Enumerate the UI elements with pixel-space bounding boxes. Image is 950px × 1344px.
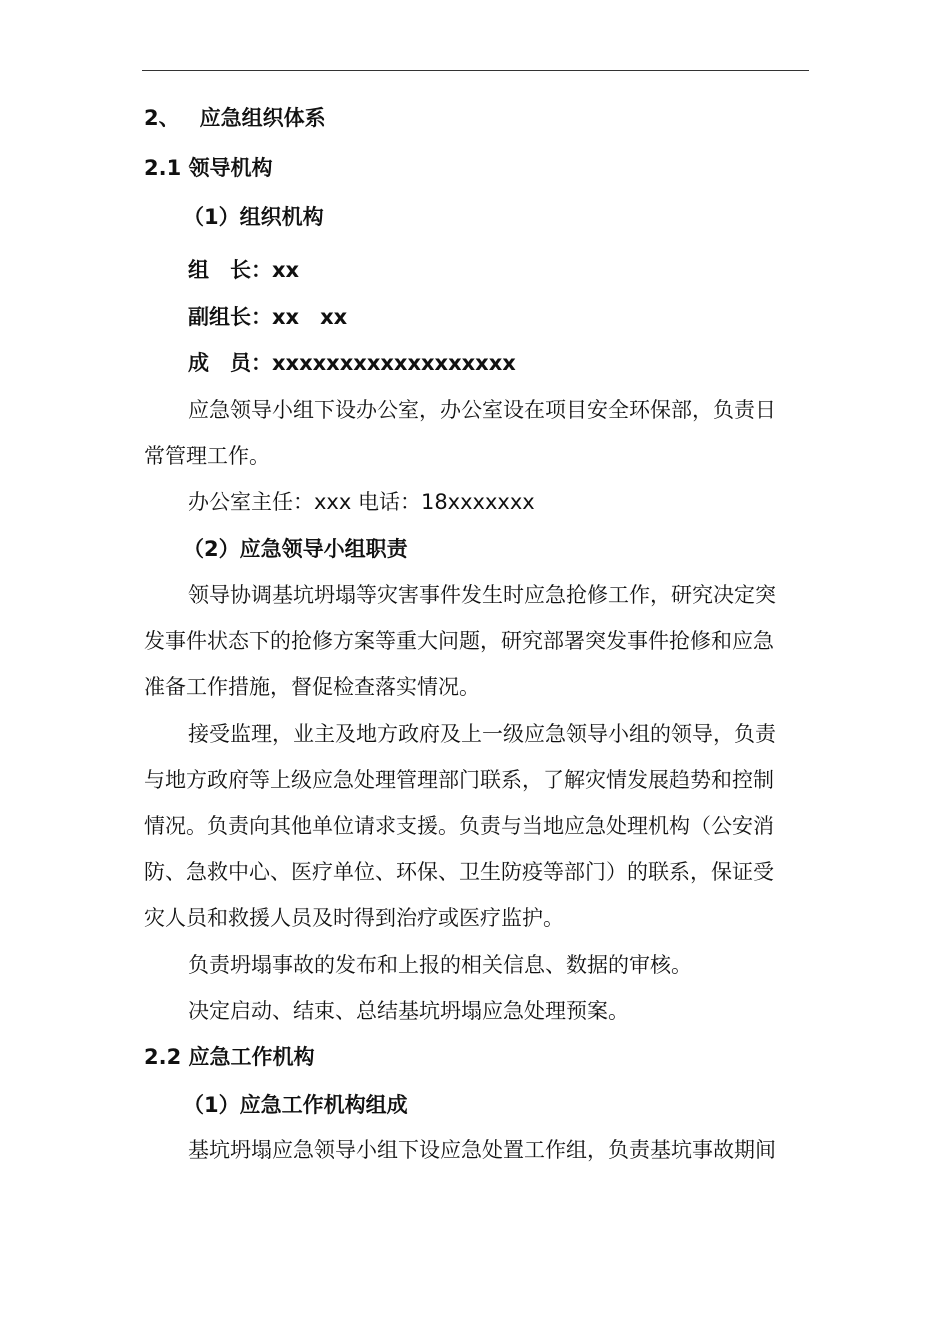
office-contact: 办公室主任：xxx 电话：18xxxxxxx: [188, 490, 535, 514]
header-rule: [142, 70, 809, 71]
deputy-label: 副组长：: [188, 305, 272, 329]
section-2-title: 应急组织体系: [199, 106, 326, 130]
duty-paragraph-2-line: 接受监理，业主及地方政府及上一级应急领导小组的领导，负责: [188, 722, 776, 746]
duty-paragraph-1-line: 准备工作措施，督促检查落实情况。: [144, 675, 480, 699]
section-2-1-heading: 2.1 领导机构: [144, 156, 273, 180]
office-paragraph-line: 应急领导小组下设办公室，办公室设在项目安全环保部，负责日: [188, 398, 776, 422]
subsection-2-2-1-heading: （1）应急工作机构组成: [183, 1093, 408, 1117]
section-2-heading: [144, 104, 326, 132]
duty-paragraph-1-line: 发事件状态下的抢修方案等重大问题，研究部署突发事件抢修和应急: [144, 629, 774, 653]
duty-paragraph-1-line: 领导协调基坑坍塌等灾害事件发生时应急抢修工作，研究决定突: [188, 583, 776, 607]
section-2-number: 2、: [144, 106, 180, 130]
section-2-2-heading: 2.2 应急工作机构: [144, 1045, 315, 1069]
members-value: xxxxxxxxxxxxxxxxxx: [272, 351, 516, 375]
duty-paragraph-3: 负责坍塌事故的发布和上报的相关信息、数据的审核。: [188, 953, 692, 977]
office-paragraph-line: 常管理工作。: [144, 444, 270, 468]
leader-label: 组 长：: [188, 258, 272, 282]
duty-paragraph-2-line: 防、急救中心、医疗单位、环保、卫生防疫等部门）的联系，保证受: [144, 860, 774, 884]
members-row: [188, 349, 516, 377]
duty-paragraph-2-line: 情况。负责向其他单位请求支援。负责与当地应急处理机构（公安消: [144, 814, 774, 838]
leader-row: [188, 256, 299, 284]
deputy-value: xx xx: [272, 305, 348, 329]
leader-value: xx: [272, 258, 300, 282]
duty-paragraph-2-line: 与地方政府等上级应急处理管理部门联系，了解灾情发展趋势和控制: [144, 768, 774, 792]
duty-paragraph-2-line: 灾人员和救援人员及时得到治疗或医疗监护。: [144, 906, 564, 930]
duty-paragraph-4: 决定启动、结束、总结基坑坍塌应急处理预案。: [188, 999, 629, 1023]
deputy-row: [188, 303, 347, 331]
work-paragraph-line: 基坑坍塌应急领导小组下设应急处置工作组，负责基坑事故期间: [188, 1138, 776, 1162]
subsection-2-1-2-heading: （2）应急领导小组职责: [183, 537, 408, 561]
subsection-2-1-1-heading: （1）组织机构: [183, 205, 324, 229]
members-label: 成 员：: [188, 351, 272, 375]
